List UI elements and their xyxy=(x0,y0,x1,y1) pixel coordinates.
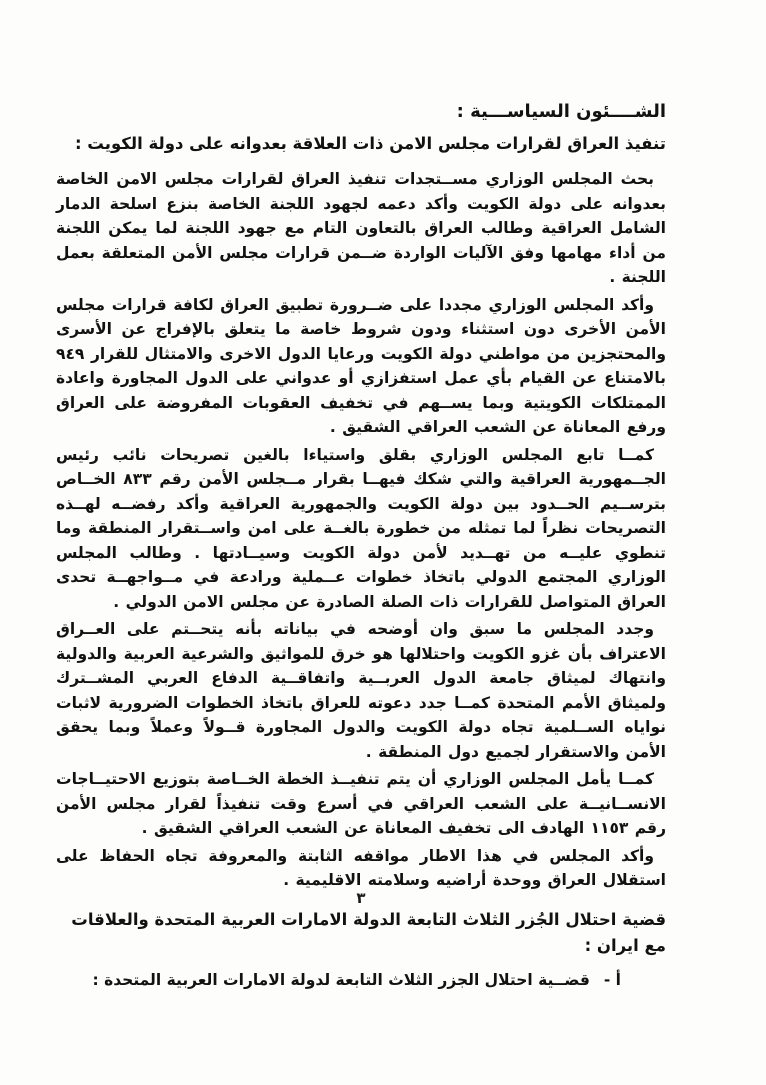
item-a-text: قضــية احتلال الجزر الثلاث التابعة لدولة الامارات العربية المتحدة : xyxy=(92,970,590,989)
body-paragraph-5: كمــا يأمل المجلس الوزاري أن يتم تنفيــذ الخطة الخــاصة بتوزيع الاحتيــاجات الانســانيــة على الشعب العراقي في أسرع وقت تنفيذاً لقرار مجلس الأمن رقم ١١٥٣ الهادف الى تخفيف المعاناة عن الشعب العراقي الشقيق . xyxy=(56,770,666,837)
body-paragraph-1: بحث المجلس الوزاري مســتجدات تنفيذ العراق لقرارات مجلس الامن الخاصة بعدوانه على دولة الكويت وأكد دعمه لجهود اللجنة الخاصة بنزع اسلحة الدمار الشامل العراقية وطالب العراق بالتعاون التام مع جهود اللجنة لما يمكن اللجنة من أداء مهامها وفق الآليات الواردة ضــمن قرارات مجلس الأمن المتعلقة بعمل اللجنة . xyxy=(56,170,666,286)
body-paragraph-3: كمــا تابع المجلس الوزاري بقلق واستياءا بالغين تصريحات نائب رئيس الجــمهورية العراقية والتي شكك فيهــا بقرار مــجلس الأمن رقم ٨٣٣ الخــاص بترســيم الحــدود بين دولة الكويت والجمهورية العراقية وأكد رفضــه لهــذه التصريحات نظراً لما تمثله من خطورة بالغــة على امن واســتقرار المنطقة وما تنطوي عليــه من تهــديد لأمن دولة الكويت وسيــادتها . وطالب المجلس الوزاري المجتمع الدولي باتخاذ خطوات عــملية ورادعة في مــواجهــة تحدى العراق المتواصل للقرارات ذات الصلة الصادرة عن مجلس الامن الدولي . xyxy=(56,445,666,611)
page-content xyxy=(56,0,666,993)
body-paragraph-4: وجدد المجلس ما سبق وان أوضحه في بياناته بأنه يتحــتم على العــراق الاعتراف بأن غزو الكويت واحتلالها هو خرق للمواثيق والشرعية العربية والدولية وانتهاك لميثاق جامعة الدول العربــية واتفاقــية الدفاع العربي المشــترك ولميثاق الأمم المتحدة كمــا جدد دعوته للعراق باتخاذ الخطوات الضرورية لاثبات نواياه الســلمية تجاه دولة الكويت والدول المجاورة قــولاً وعملاً وبما يحقق الأمن والاستقرار لجميع دول المنطقة . xyxy=(56,620,666,761)
body-paragraph-6: وأكد المجلس في هذا الاطار مواقفه الثابتة والمعروفة تجاه الحفاظ على استقلال العراق ووحدة أراضيه وسلامته الاقليمية . xyxy=(56,846,666,889)
item-a-marker: أ - xyxy=(603,970,621,989)
item-a-line xyxy=(56,968,666,993)
iraq-implementation-heading: تنفيذ العراق لقرارات مجلس الامن ذات العلاقة بعدوانه على دولة الكويت : xyxy=(74,134,666,153)
page-number: ٣ xyxy=(356,889,366,907)
three-islands-heading: قضية احتلال الجُزر الثلاث التابعة الدولة الامارات العربية المتحدة والعلاقات مع ايران : xyxy=(71,909,666,955)
political-affairs-heading: الشــــئون السياســـية : xyxy=(456,101,666,122)
body-paragraph-2: وأكد المجلس الوزاري مجددا على ضــرورة تطبيق العراق لكافة قرارات مجلس الأمن الأخرى دون استثناء ودون شروط خاصة ما يتعلق بالإفراج عن الأسرى والمحتجزين من مواطني دولة الكويت ورعايا الدول الاخرى والامتثال للقرار ٩٤٩ بالامتناع عن القيام بأي عمل استفزازي أو عدواني على الدول المجاورة واعادة الممتلكات الكويتية وبما يســهم في تخفيف العقوبات المفروضة على العراق ورفع المعاناة عن الشعب العراقي الشقيق . xyxy=(56,295,666,436)
